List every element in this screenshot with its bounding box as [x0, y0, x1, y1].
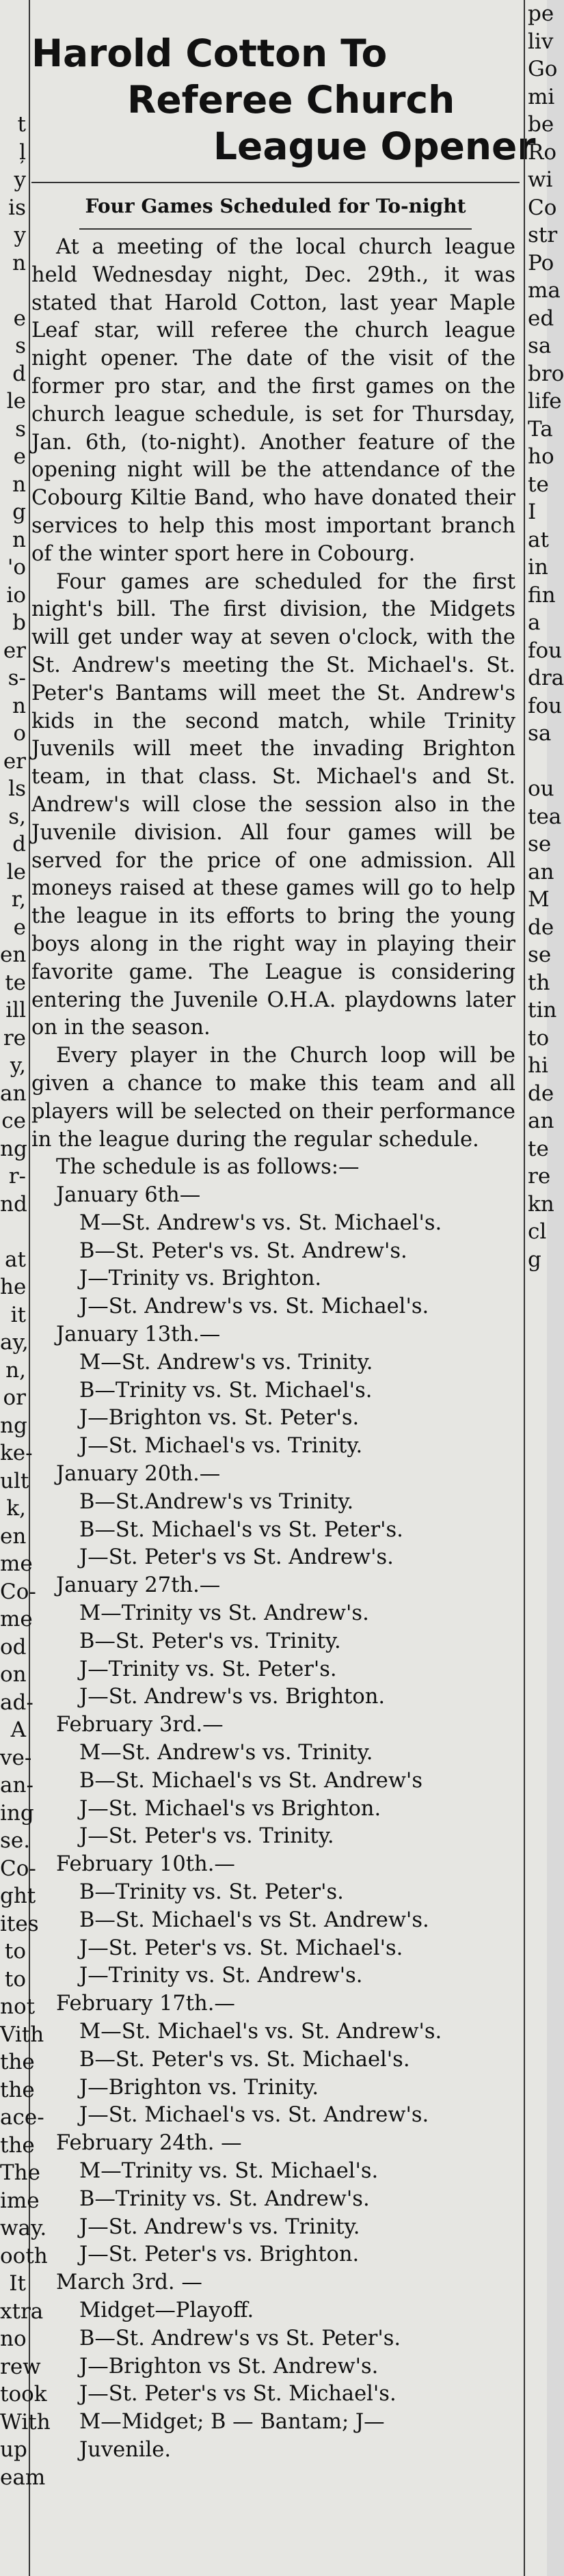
schedule-game: M—St. Andrew's vs. Trinity.: [79, 1350, 373, 1374]
schedule-date: February 10th.—: [56, 1852, 235, 1877]
column-fragment: an: [528, 1109, 554, 1133]
column-fragment: s: [15, 334, 26, 358]
schedule-game: B—St.Andrew's vs Trinity.: [79, 1489, 354, 1514]
column-fragment: n: [12, 527, 26, 552]
subheadline-rule: [79, 228, 472, 230]
column-fragment: ve-: [0, 1745, 32, 1770]
column-fragment: [0, 277, 29, 305]
column-fragment: With: [0, 2409, 51, 2435]
column-fragment: se: [528, 832, 552, 856]
column-fragment: le: [6, 859, 26, 884]
column-fragment: sa: [528, 334, 552, 358]
column-fragment: ill: [5, 998, 26, 1022]
column-fragment: de: [528, 1081, 554, 1106]
column-fragment: ou: [528, 776, 554, 801]
column-fragment: [0, 55, 29, 83]
column-fragment: kn: [528, 1191, 554, 1217]
schedule-game: J—St. Andrew's vs. Trinity.: [79, 2214, 360, 2239]
column-fragment: le: [6, 389, 26, 413]
schedule-game: B—St. Peter's vs. Trinity.: [79, 1629, 341, 1653]
column-fragment: It: [9, 2271, 26, 2296]
column-fragment: ing: [0, 1800, 34, 1826]
column-fragment: [525, 748, 548, 776]
column-fragment: g: [528, 1247, 541, 1272]
schedule-game: J—St. Andrew's vs. Brighton.: [79, 1685, 386, 1709]
column-fragment: [0, 1218, 29, 1246]
schedule-game: Juvenile.: [79, 2437, 172, 2462]
schedule-game: B—Trinity vs. St. Peter's.: [79, 1880, 344, 1905]
schedule-date: February 24th. —: [56, 2131, 242, 2156]
right-adjacent-column: [524, 0, 564, 2576]
column-fragment: hi: [528, 1053, 548, 1078]
column-fragment: eam: [0, 2465, 46, 2490]
column-fragment: or: [3, 1385, 26, 1410]
column-fragment: er: [3, 748, 26, 774]
column-fragment: ult: [0, 1468, 29, 1493]
column-fragment: fou: [528, 693, 563, 718]
schedule-game: M—St. Andrew's vs. St. Michael's.: [79, 1210, 442, 1235]
schedule-game: B—St. Michael's vs St. Andrew's.: [79, 1908, 429, 1932]
column-fragment: A: [10, 1718, 26, 1742]
column-fragment: d: [12, 361, 26, 386]
schedule-game: J—Trinity vs. Brighton.: [79, 1266, 322, 1291]
column-fragment: it: [10, 1302, 26, 1327]
column-fragment: se: [528, 943, 552, 967]
schedule-game: B—Trinity vs. St. Andrew's.: [79, 2186, 370, 2211]
column-fragment: the: [0, 2077, 35, 2102]
column-fragment: e: [13, 914, 26, 940]
column-fragment: Go: [528, 57, 558, 81]
column-fragment: od: [0, 1634, 27, 1659]
column-fragment: ooth: [0, 2243, 48, 2268]
column-fragment: the: [0, 2050, 35, 2074]
schedule-game: J—St. Peter's vs St. Michael's.: [79, 2382, 397, 2406]
schedule-game: J—St. Peter's vs. Brighton.: [79, 2242, 360, 2267]
column-fragment: ce: [1, 1109, 26, 1133]
schedule-game: M—Trinity vs. St. Michael's.: [79, 2158, 379, 2183]
schedule-game: B—St. Michael's vs St. Andrew's: [79, 1768, 422, 1793]
column-fragment: en: [0, 943, 27, 967]
column-fragment: fin: [528, 582, 556, 608]
column-fragment: ļ: [19, 139, 26, 165]
column-fragment: in: [528, 555, 548, 580]
schedule-game: J—St. Peter's vs St. Andrew's.: [79, 1545, 394, 1570]
schedule-game: B—St. Michael's vs St. Peter's.: [79, 1517, 403, 1542]
schedule-game: B—St. Andrew's vs St. Peter's.: [79, 2326, 401, 2350]
headline-line-2: Referee Church: [127, 78, 455, 122]
article-body: [31, 234, 520, 2465]
column-fragment: rew: [0, 2354, 41, 2379]
column-fragment: bro: [528, 361, 564, 386]
paragraph-1: At a meeting of the local church league held Wednesday night, Dec. 29th., it was stated that Harold Cotton, last year Maple Leaf star, will referee the church league night opener. The date of the visit of the former pro star, and the first games on the church league schedule, is set for Thursday, Jan. 6th, (to-night). Another feature of the opening night will be the attendance of the Cobourg Kiltie Band, who have donated their services to help this most important branch of the winter sport here in Cobourg.: [31, 235, 515, 566]
column-fragment: cl: [528, 1219, 547, 1244]
column-fragment: [0, 0, 29, 28]
schedule-game: J—St. Michael's vs Brighton.: [79, 1796, 381, 1821]
schedule-game: J—St. Michael's vs. St. Andrew's.: [79, 2103, 429, 2128]
paragraph-3: Every player in the Church loop will be given a chance to make this team and all players will be selected on their performance in the league during the regular schedule.: [31, 1044, 515, 1152]
column-fragment: y: [14, 223, 26, 247]
column-fragment: str: [528, 223, 558, 247]
column-fragment: Co: [528, 195, 557, 220]
column-fragment: 'o: [7, 555, 26, 580]
schedule-game: J—Trinity vs. St. Andrew's.: [79, 1964, 363, 1988]
column-fragment: The: [0, 2160, 40, 2185]
column-fragment: pe: [528, 1, 554, 26]
column-fragment: y: [14, 167, 26, 192]
column-fragment: to: [4, 1939, 26, 1964]
column-fragment: s-: [8, 666, 26, 690]
column-fragment: ites: [0, 1911, 39, 1936]
column-fragment: ng: [0, 1136, 27, 1161]
schedule-game: B—St. Peter's vs. St. Michael's.: [79, 2047, 410, 2072]
column-fragment: Po: [528, 250, 554, 275]
column-fragment: ed: [528, 306, 554, 331]
column-fragment: tea: [528, 804, 562, 829]
schedule-date: March 3rd. —: [56, 2270, 202, 2295]
column-fragment: s,: [8, 804, 26, 829]
column-fragment: fou: [528, 638, 563, 663]
column-fragment: xtra: [0, 2299, 44, 2324]
column-fragment: ad-: [0, 1690, 33, 1715]
column-fragment: is: [8, 195, 26, 220]
column-fragment: ace-: [0, 2105, 44, 2130]
column-fragment: de: [528, 914, 554, 940]
column-fragment: t: [17, 112, 26, 137]
headline: [31, 30, 536, 170]
schedule-list: [31, 1182, 515, 2465]
column-fragment: at: [5, 1247, 26, 1272]
schedule-game: Midget—Playoff.: [79, 2298, 254, 2322]
column-fragment: ay,: [0, 1330, 29, 1355]
column-fragment: an: [0, 1081, 27, 1106]
column-fragment: en: [0, 1523, 27, 1549]
column-fragment: mi: [528, 84, 555, 109]
column-fragment: er: [3, 638, 26, 663]
column-fragment: to: [528, 1025, 550, 1050]
column-fragment: n: [12, 472, 26, 497]
column-fragment: s: [15, 416, 26, 442]
column-fragment: te: [5, 970, 26, 995]
column-fragment: not: [0, 1994, 36, 2019]
schedule-date: February 17th.—: [56, 1992, 235, 2016]
schedule-game: J—St. Peter's vs. Trinity.: [79, 1824, 334, 1849]
column-fragment: ght: [0, 1884, 36, 1908]
column-fragment: ma: [528, 278, 561, 303]
column-fragment: re: [528, 1164, 551, 1189]
column-fragment: a: [528, 610, 541, 635]
schedule-game: J—Brighton vs. St. Peter's.: [79, 1406, 360, 1431]
column-fragment: te: [528, 1136, 549, 1161]
column-fragment: no: [0, 2327, 27, 2351]
headline-line-1: Harold Cotton To: [31, 31, 388, 75]
schedule-game: M—St. Michael's vs. St. Andrew's.: [79, 2020, 442, 2044]
schedule-game: J—St. Andrew's vs. St. Michael's.: [79, 1294, 429, 1319]
column-fragment: g: [12, 500, 26, 524]
column-fragment: e: [13, 306, 26, 331]
column-fragment: way.: [0, 2216, 47, 2240]
column-fragment: on: [0, 1662, 27, 1687]
column-fragment: me: [0, 1607, 33, 1631]
column-fragment: Ta: [528, 416, 553, 442]
paragraph-2: Four games are scheduled for the first night's bill. The first division, the Midgets will get under way at seven o'clock, with the St. Andrew's meeting the St. Michael's. St. Peter's Bantams will meet the St. Andrew's kids in the second match, while Trinity Juvenils will meet the invading Brighton team, in that class. St. Michael's and St. Andrew's will close the session also in the Juvenile division. All four games will be served for the price of one admission. All moneys raised at these games will go to help the league in its efforts to bring the young boys along in the right way in playing their favorite game. The League is considering entering the Juvenile O.H.A. playdowns later on in the season.: [31, 569, 515, 1040]
schedule-date: January 20th.—: [56, 1462, 221, 1487]
column-fragment: d: [12, 832, 26, 856]
column-fragment: sa: [528, 721, 552, 746]
subheadline: Four Games Scheduled for To-night: [85, 195, 466, 217]
column-fragment: M: [528, 887, 550, 912]
schedule-game: M—Trinity vs St. Andrew's.: [79, 1601, 369, 1626]
column-fragment: o: [13, 721, 26, 746]
column-fragment: Co-: [0, 1579, 36, 1604]
column-fragment: e: [13, 444, 26, 469]
column-fragment: se.: [0, 1828, 31, 1853]
column-fragment: r-: [8, 1164, 26, 1189]
column-fragment: ho: [528, 444, 554, 469]
schedule-date: February 3rd.—: [56, 1713, 224, 1737]
column-fragment: nd: [0, 1191, 27, 1217]
column-fragment: wi: [528, 167, 553, 192]
column-fragment: io: [6, 582, 26, 608]
column-fragment: th: [528, 970, 550, 995]
schedule-game: J—St. Peter's vs. St. Michael's.: [79, 1936, 403, 1960]
schedule-game: J—Trinity vs. St. Peter's.: [79, 1657, 337, 1681]
schedule-game: J—St. Michael's vs. Trinity.: [79, 1434, 363, 1459]
column-fragment: k,: [6, 1496, 26, 1521]
column-fragment: the: [0, 2132, 35, 2158]
column-fragment: dra: [528, 666, 564, 690]
column-fragment: to: [4, 1966, 26, 1992]
column-fragment: re: [3, 1025, 26, 1050]
column-fragment: ng: [0, 1413, 27, 1438]
column-fragment: Ro: [528, 139, 557, 165]
column-fragment: y,: [10, 1053, 26, 1078]
column-fragment: took: [0, 2382, 47, 2406]
column-fragment: me: [0, 1551, 33, 1576]
schedule-date: January 13th.—: [56, 1323, 221, 1347]
schedule-game: J—Brighton vs. Trinity.: [79, 2075, 319, 2100]
column-fragment: an-: [0, 1773, 33, 1798]
schedule-game: M—Midget; B — Bantam; J—: [79, 2410, 385, 2435]
column-fragment: liv: [528, 29, 554, 54]
column-fragment: ke-: [0, 1441, 33, 1465]
headline-line-3: League Opener: [213, 124, 536, 168]
schedule-game: M—St. Andrew's vs. Trinity.: [79, 1741, 373, 1765]
left-adjacent-column: [0, 0, 51, 2576]
column-fragment: ime: [0, 2188, 40, 2213]
schedule-date: January 6th—: [56, 1183, 201, 1208]
column-fragment: an: [528, 859, 554, 884]
column-fragment: [0, 28, 29, 56]
column-fragment: Vith: [0, 2022, 44, 2047]
column-fragment: te: [528, 472, 549, 497]
column-fragment: n: [12, 693, 26, 718]
column-fragment: Co-: [0, 1856, 36, 1881]
column-fragment: n: [12, 250, 26, 275]
column-fragment: up: [0, 2437, 27, 2462]
column-fragment: tin: [528, 998, 557, 1022]
schedule-intro: The schedule is as follows:—: [56, 1155, 360, 1180]
column-fragment: be: [528, 112, 554, 137]
column-fragment: n,: [5, 1357, 26, 1383]
column-fragment: r,: [11, 887, 26, 912]
schedule-game: B—Trinity vs. St. Michael's.: [79, 1378, 373, 1402]
schedule-date: January 27th.—: [56, 1573, 221, 1598]
column-fragment: life: [528, 389, 562, 413]
article: [31, 0, 536, 2576]
schedule-game: J—Brighton vs St. Andrew's.: [79, 2354, 379, 2378]
column-fragment: ls: [8, 776, 26, 801]
column-fragment: b: [12, 610, 26, 635]
column-fragment: [0, 83, 29, 111]
schedule-game: B—St. Peter's vs. St. Andrew's.: [79, 1238, 407, 1263]
column-fragment: I: [528, 500, 537, 524]
column-fragment: at: [528, 527, 549, 552]
column-fragment: he: [0, 1275, 27, 1299]
